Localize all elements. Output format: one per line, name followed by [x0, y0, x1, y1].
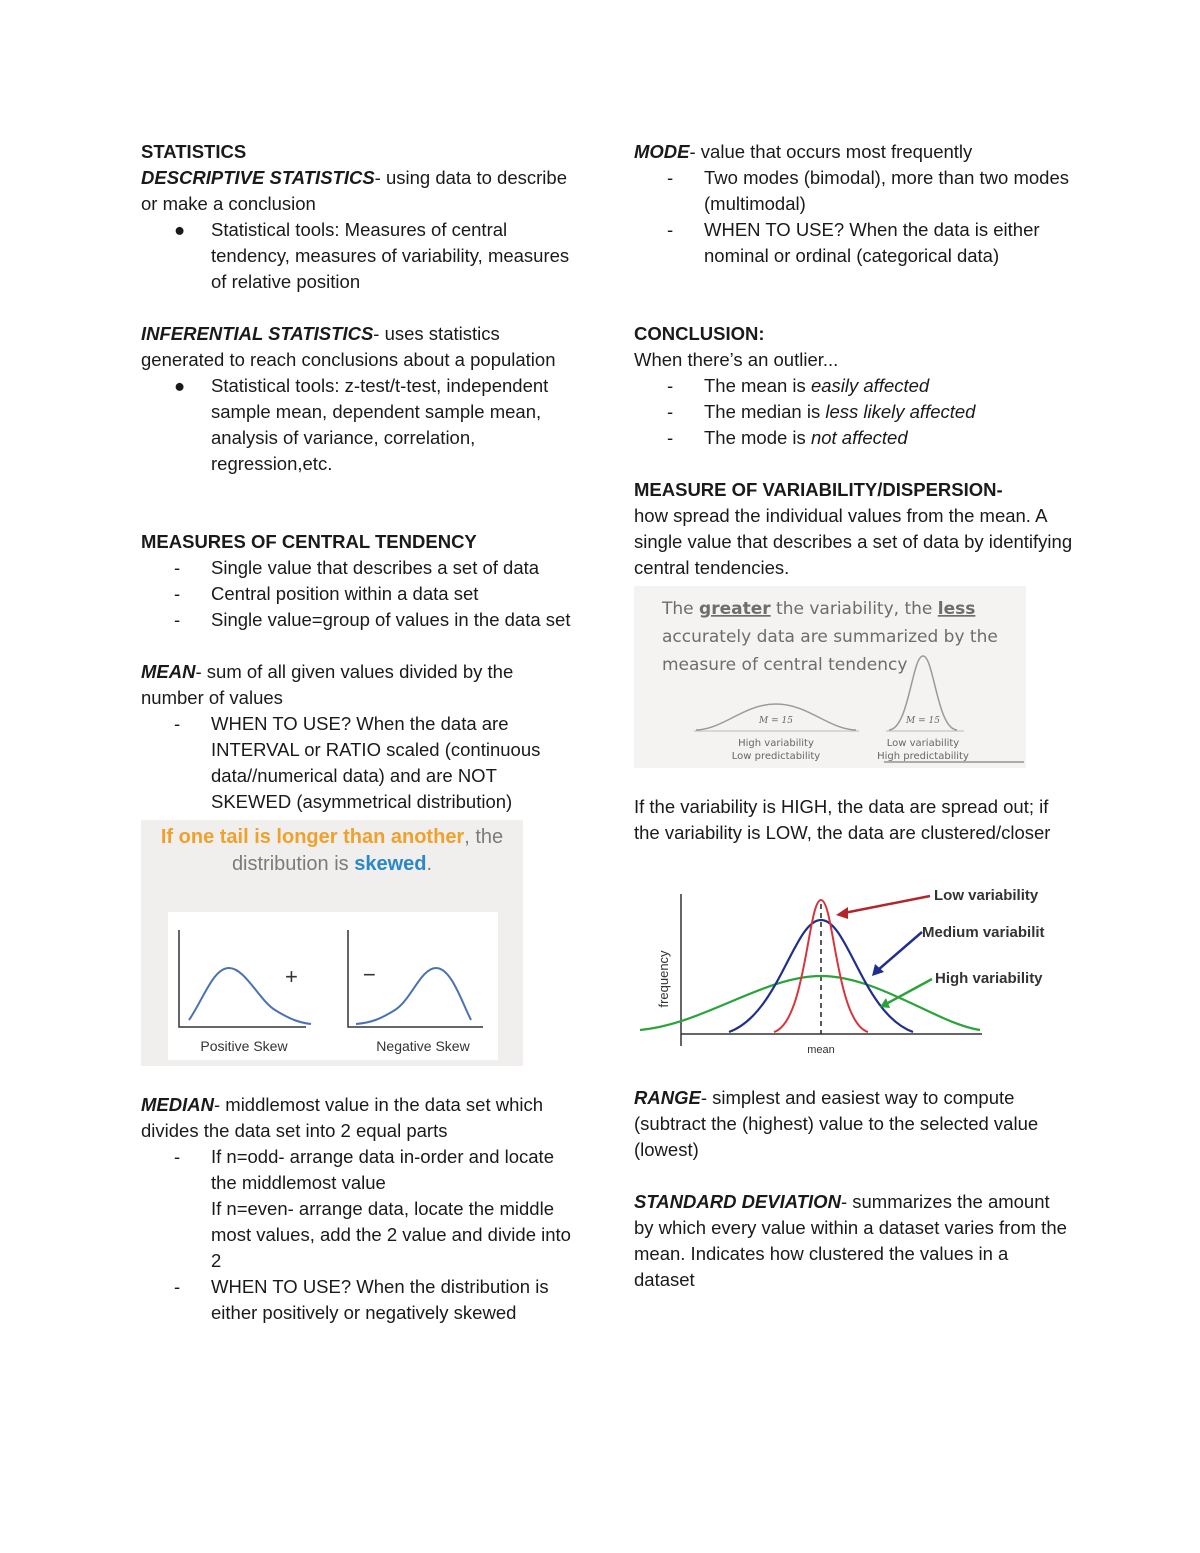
standard-deviation-para	[634, 1189, 1074, 1293]
mean-para	[141, 659, 581, 711]
high-low-text: If the variability is HIGH, the data are spread out; if the variability is LOW, the data are clustered/closer	[634, 796, 1051, 843]
range-para	[634, 1085, 1074, 1163]
variability-title-text: MEASURE OF VARIABILITY/DISPERSION	[634, 479, 997, 500]
bullet-icon: ●	[174, 375, 186, 396]
variability-caption-line2: accurately data are summarized by the	[662, 627, 998, 647]
skew-figure	[141, 820, 523, 1066]
left-column	[141, 139, 581, 1326]
list-item-text: If n=odd- arrange data in-order and locate the middlemost value	[211, 1146, 554, 1193]
mean-term: MEAN	[141, 661, 196, 682]
list-item	[634, 165, 1074, 217]
negative-skew-label: Negative Skew	[376, 1038, 470, 1054]
bullet-icon: ●	[174, 219, 186, 240]
medium-variability-legend: Medium variabilit	[922, 924, 1045, 941]
mode-text: - value that occurs most frequently	[689, 141, 973, 162]
list-item-text: Statistical tools: z-test/t-test, independent sample mean, dependent sample mean, analysis of variance, correlation, regression,etc.	[211, 375, 549, 474]
minus-sign: −	[363, 962, 376, 987]
x-axis-label: mean	[807, 1044, 835, 1056]
statistics-title: STATISTICS	[141, 141, 247, 162]
standard-deviation-term: STANDARD DEVIATION	[634, 1191, 841, 1212]
mode-term: MODE	[634, 141, 690, 162]
list-item	[634, 373, 1074, 399]
low-variability-label: Low variability	[886, 738, 960, 749]
descriptive-statistics-para	[141, 165, 581, 217]
narrow-curve-mean: M = 15	[906, 716, 940, 726]
low-predictability-label: Low predictability	[731, 751, 821, 762]
range-text: - simplest and easiest way to compute (subtract the (highest) value to the selected value (lowest)	[634, 1087, 1039, 1160]
variability-title-dash: -	[996, 479, 1003, 500]
skew-caption-line1: If one tail is longer than another, the	[160, 826, 504, 848]
list-item	[141, 555, 581, 581]
variability-text: how spread the individual values from the mean. A single value that describes a set of data by identifying central tendencies.	[634, 505, 1073, 578]
conclusion-intro: When there’s an outlier...	[634, 349, 839, 370]
list-item	[141, 581, 581, 607]
list-item	[141, 711, 581, 815]
list-item-text: Central position within a data set	[211, 583, 479, 604]
list-item	[634, 425, 1074, 451]
list-item-text: The median is	[704, 401, 826, 422]
low-variability-legend: Low variability	[934, 887, 1039, 904]
high-variability-legend: High variability	[935, 970, 1043, 987]
dash-marker: -	[667, 219, 674, 240]
descriptive-list	[141, 217, 581, 295]
range-term: RANGE	[634, 1087, 701, 1108]
median-text: - middlemost value in the data set which divides the data set into 2 equal parts	[141, 1094, 544, 1141]
dash-marker: -	[667, 167, 674, 188]
list-item-emphasis: easily affected	[810, 375, 930, 396]
conclusion-title: CONCLUSION:	[634, 323, 765, 344]
list-item	[634, 399, 1074, 425]
list-item-text: The mean is	[704, 375, 811, 396]
wide-curve-mean: M = 15	[759, 716, 793, 726]
dash-marker: -	[174, 1146, 181, 1167]
mode-para	[634, 139, 1074, 165]
standard-deviation-text: - summarizes the amount by which every value within a dataset varies from the mean. Indicates how clustered the values in a dataset	[634, 1191, 1067, 1290]
list-item	[634, 217, 1074, 269]
conclusion-list	[634, 373, 1074, 451]
list-item	[141, 1274, 581, 1326]
variability-caption-line3: measure of central tendency	[662, 655, 908, 675]
median-term: MEDIAN	[141, 1094, 214, 1115]
variability-caption-line1: The greater the variability, the less	[662, 599, 976, 619]
list-item-text: Single value=group of values in the data set	[211, 609, 571, 630]
inferential-statistics-para	[141, 321, 581, 373]
central-tendency-title: MEASURES OF CENTRAL TENDENCY	[141, 531, 477, 552]
inferential-statistics-term: INFERENTIAL STATISTICS	[141, 323, 374, 344]
dash-marker: -	[667, 401, 674, 422]
list-item	[141, 1144, 581, 1274]
variability-curves-figure	[634, 884, 1048, 1059]
mean-text: - sum of all given values divided by the number of values	[141, 661, 514, 708]
list-item-text: Statistical tools: Measures of central tendency, measures of variability, measures of relative position	[211, 219, 570, 292]
high-predictability-label: High predictability	[877, 751, 969, 762]
list-item-text: If n=even- arrange data, locate the middle most values, add the 2 value and divide into 2	[211, 1198, 571, 1271]
right-column	[634, 139, 1074, 1293]
list-item-text: Single value that describes a set of data	[211, 557, 540, 578]
list-item-text: WHEN TO USE? When the data is either nominal or ordinal (categorical data)	[704, 219, 1040, 266]
dash-marker: -	[174, 583, 181, 604]
descriptive-statistics-term: DESCRIPTIVE STATISTICS	[141, 167, 375, 188]
descriptive-statistics-text: - using data to describe or make a conclusion	[141, 167, 567, 214]
list-item	[141, 607, 581, 633]
plus-sign: +	[285, 964, 298, 989]
central-tendency-list	[141, 555, 581, 633]
list-item	[141, 217, 581, 295]
list-item-text: Two modes (bimodal), more than two modes (multimodal)	[704, 167, 1070, 214]
median-para	[141, 1092, 581, 1144]
y-axis-label: frequency	[656, 950, 671, 1008]
list-item-emphasis: not affected	[810, 427, 908, 448]
skew-caption-line2: distribution is skewed.	[231, 853, 433, 875]
high-variability-label: High variability	[738, 738, 814, 749]
median-list	[141, 1144, 581, 1326]
dash-marker: -	[667, 375, 674, 396]
list-item-text: The mode is	[704, 427, 811, 448]
list-item-text: WHEN TO USE? When the distribution is either positively or negatively skewed	[211, 1276, 549, 1323]
positive-skew-label: Positive Skew	[200, 1038, 288, 1054]
dash-marker: -	[174, 609, 181, 630]
variability-figure	[634, 586, 1026, 768]
mode-list	[634, 165, 1074, 269]
list-item-emphasis: less likely affected	[825, 401, 976, 422]
dash-marker: -	[667, 427, 674, 448]
dash-marker: -	[174, 1276, 181, 1297]
dash-marker: -	[174, 557, 181, 578]
variability-title	[634, 477, 1074, 503]
list-item	[141, 373, 581, 477]
list-item-text: WHEN TO USE? When the data are INTERVAL or RATIO scaled (continuous data//numerical data) and are NOT SKEWED (asymmetrical distribution)	[211, 713, 541, 812]
mean-list	[141, 711, 581, 815]
inferential-statistics-text: - uses statistics generated to reach conclusions about a population	[141, 323, 556, 370]
dash-marker: -	[174, 713, 181, 734]
inferential-list	[141, 373, 581, 477]
